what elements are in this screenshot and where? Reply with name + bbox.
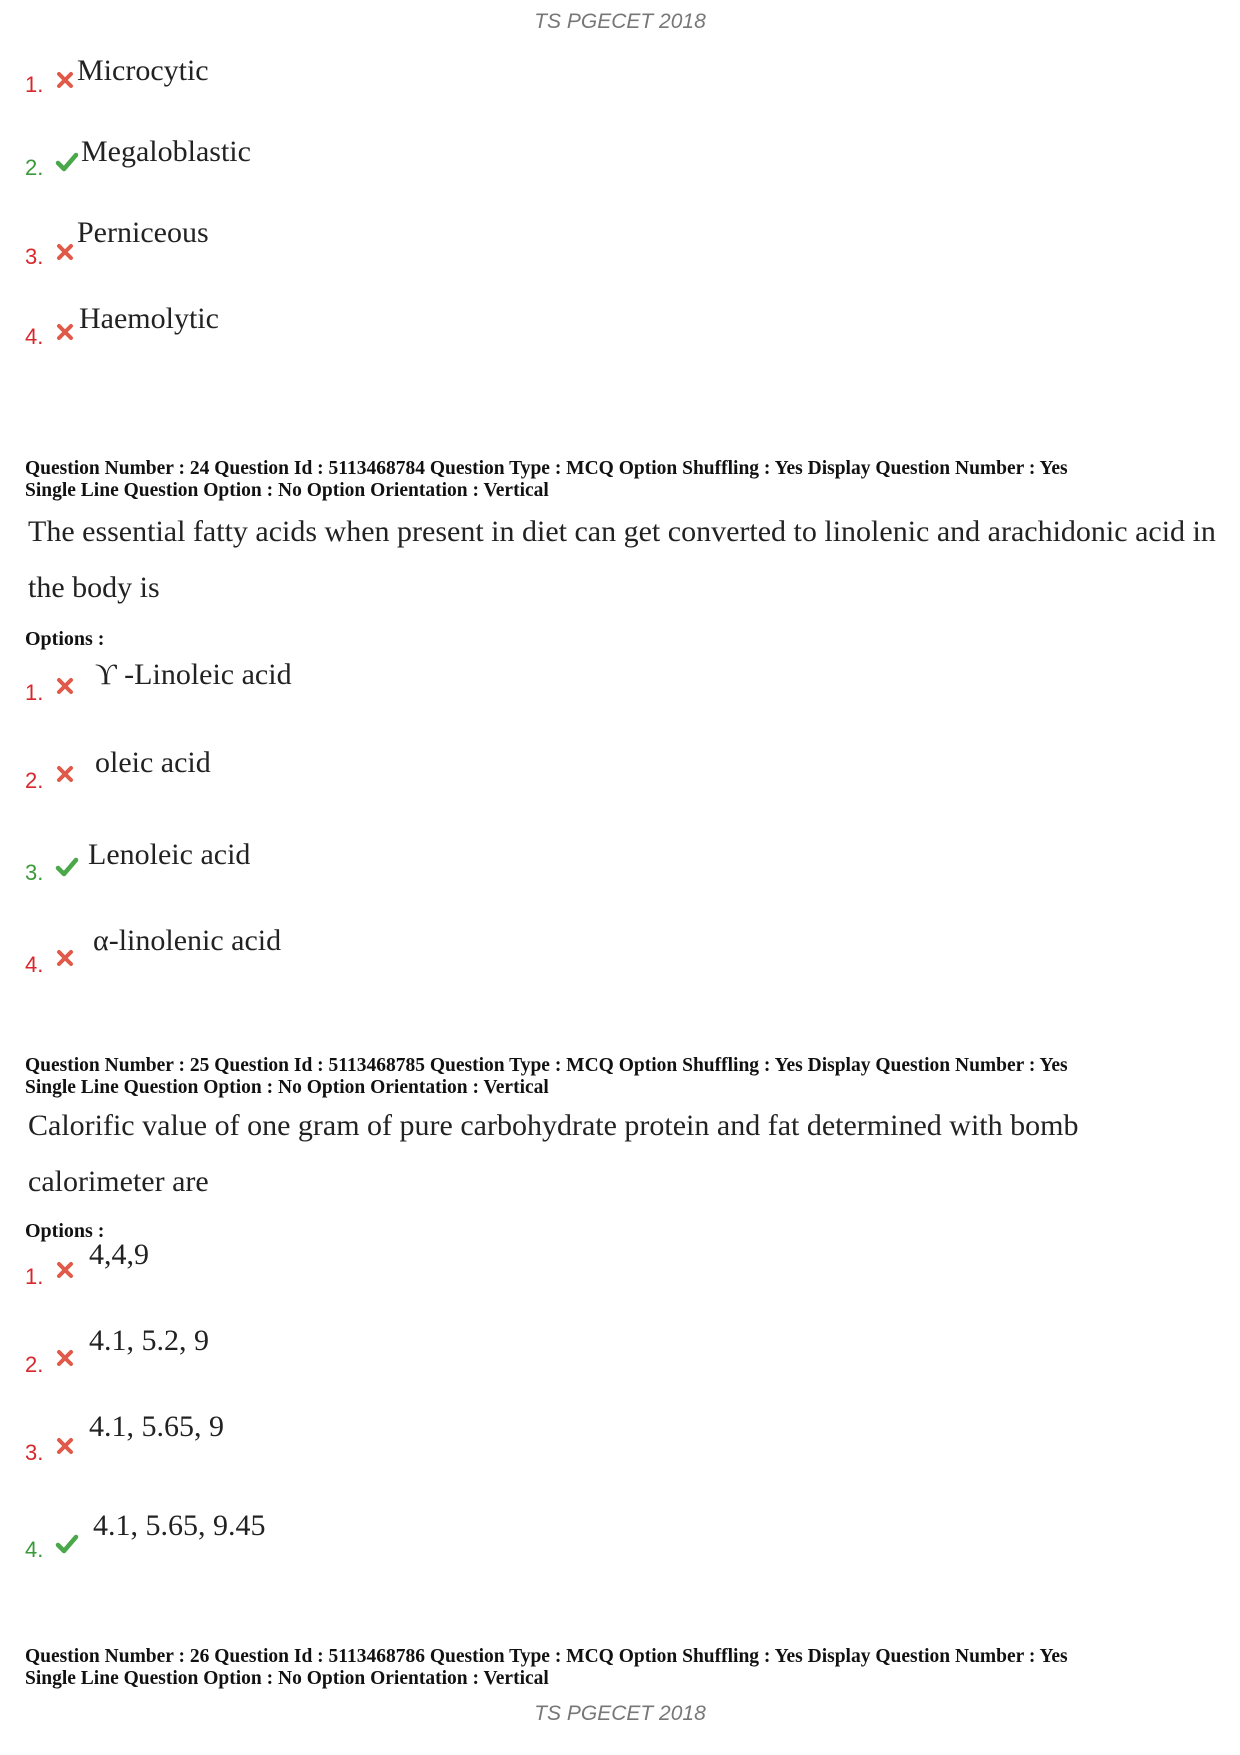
- option-text: Megaloblastic: [81, 135, 251, 168]
- option-number: 3.: [25, 244, 44, 269]
- option-text: 4,4,9: [89, 1238, 149, 1271]
- question-meta-line-2: Single Line Question Option : No Option Orientation : Vertical: [25, 1077, 549, 1098]
- option-text: oleic acid: [95, 746, 211, 779]
- options-label: Options :: [25, 1220, 105, 1242]
- option-number: 2.: [25, 1352, 44, 1377]
- correct-check-icon: [55, 856, 79, 878]
- wrong-cross-icon: [55, 1260, 75, 1280]
- option-number: 1.: [25, 1264, 44, 1289]
- question-meta-line-1: Question Number : 25 Question Id : 5113468785 Question Type : MCQ Option Shuffling : Yes Display Question Number : Yes: [25, 1055, 1068, 1076]
- wrong-cross-icon: [55, 948, 75, 968]
- page-footer: TS PGECET 2018: [534, 1702, 706, 1725]
- option-number: 2.: [25, 768, 44, 793]
- option-number: 3.: [25, 860, 44, 885]
- wrong-cross-icon: [55, 322, 75, 342]
- question-text: Calorific value of one gram of pure carbohydrate protein and fat determined with bomb calorimeter are: [28, 1109, 1079, 1198]
- page-header: TS PGECET 2018: [534, 10, 706, 33]
- option-number: 4.: [25, 324, 44, 349]
- option-text: ϒ -Linoleic acid: [95, 658, 292, 691]
- wrong-cross-icon: [55, 1348, 75, 1368]
- wrong-cross-icon: [55, 676, 75, 696]
- option-number: 3.: [25, 1440, 44, 1465]
- wrong-cross-icon: [55, 70, 75, 90]
- question-meta-line-2: Single Line Question Option : No Option Orientation : Vertical: [25, 1668, 549, 1689]
- option-number: 1.: [25, 72, 44, 97]
- option-text: Microcytic: [77, 54, 209, 87]
- option-text: 4.1, 5.65, 9.45: [93, 1509, 266, 1542]
- option-text: Lenoleic acid: [88, 838, 251, 871]
- options-label: Options :: [25, 628, 105, 650]
- option-text: Haemolytic: [79, 302, 219, 335]
- question-text: The essential fatty acids when present in diet can get converted to linolenic and arachidonic acid in the body is: [28, 515, 1216, 604]
- option-number: 2.: [25, 155, 44, 180]
- wrong-cross-icon: [55, 1436, 75, 1456]
- option-number: 4.: [25, 952, 44, 977]
- option-text: 4.1, 5.65, 9: [89, 1410, 224, 1443]
- question-meta-line-2: Single Line Question Option : No Option Orientation : Vertical: [25, 480, 549, 501]
- option-text: α-linolenic acid: [93, 924, 282, 957]
- question-meta-line-1: Question Number : 26 Question Id : 5113468786 Question Type : MCQ Option Shuffling : Yes Display Question Number : Yes: [25, 1646, 1068, 1667]
- option-text: Perniceous: [77, 216, 209, 249]
- question-meta-line-1: Question Number : 24 Question Id : 5113468784 Question Type : MCQ Option Shuffling : Yes Display Question Number : Yes: [25, 458, 1068, 479]
- correct-check-icon: [55, 1533, 79, 1555]
- wrong-cross-icon: [55, 242, 75, 262]
- option-text: 4.1, 5.2, 9: [89, 1324, 209, 1357]
- wrong-cross-icon: [55, 764, 75, 784]
- option-number: 1.: [25, 680, 44, 705]
- correct-check-icon: [55, 151, 79, 173]
- option-number: 4.: [25, 1537, 44, 1562]
